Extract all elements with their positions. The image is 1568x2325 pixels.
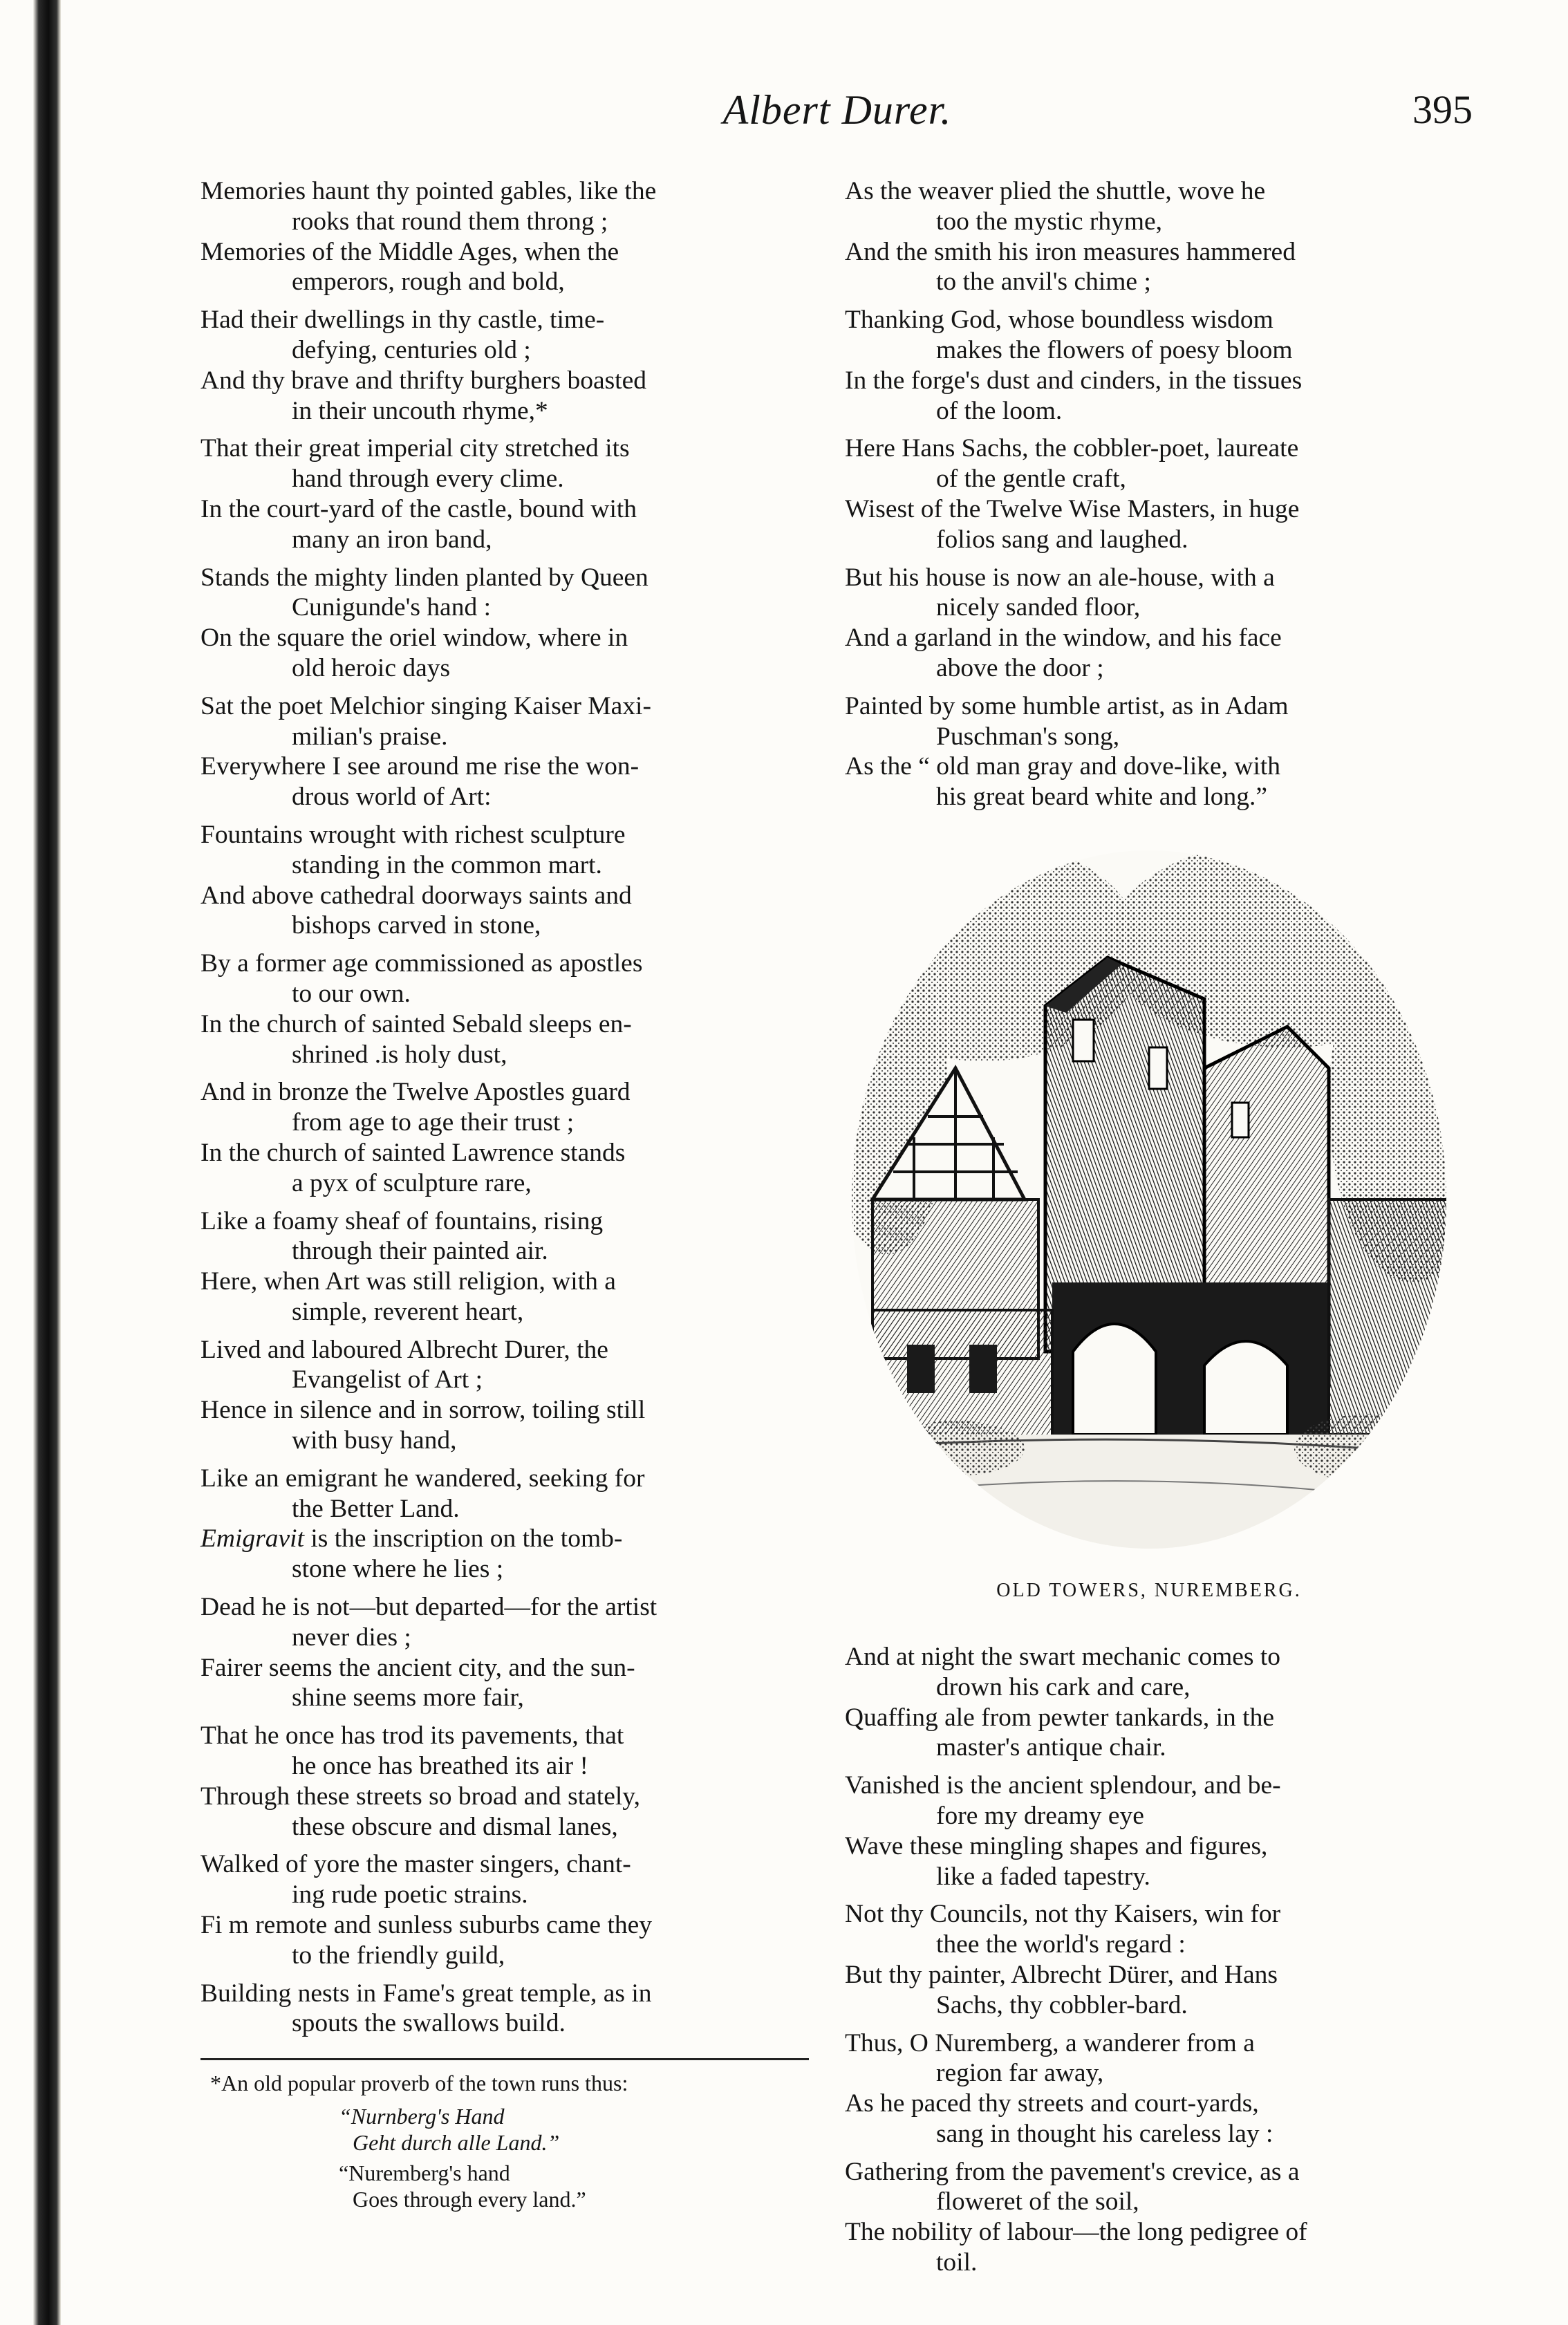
verse-line: Painted by some humble artist, as in Adam (845, 691, 1289, 720)
verse-couplet (845, 2157, 1453, 2218)
footnote (200, 2058, 809, 2212)
verse-line: Walked of yore the master singers, chant- (200, 1850, 631, 1879)
verse-couplet (200, 433, 809, 494)
verse-line: In the church of sainted Sebald sleeps en- (200, 1009, 632, 1038)
verse-line: Cunigunde's hand : (292, 593, 491, 622)
verse-line: from age to age their trust ; (292, 1108, 575, 1137)
verse-line: In the church of sainted Lawrence stands (200, 1138, 626, 1167)
verse-line: Like a foamy sheaf of fountains, rising (200, 1206, 604, 1235)
verse-line: Fi m remote and sunless suburbs came they (200, 1911, 653, 1940)
verse-line: Stands the mighty linden planted by Queen (200, 563, 648, 592)
verse-line: Lived and laboured Albrecht Durer, the (200, 1335, 608, 1364)
verse-line: Not thy Councils, not thy Kaisers, win for (845, 1900, 1281, 1929)
verse-couplet (845, 1771, 1453, 1831)
verse-line: the Better Land. (292, 1494, 460, 1523)
verse-line: Like an emigrant he wandered, seeking for (200, 1464, 645, 1493)
verse-line: a pyx of sculpture rare, (292, 1168, 532, 1197)
verse-line: And in bronze the Twelve Apostles guard (200, 1078, 631, 1107)
verse-couplet (200, 563, 809, 624)
verse-line: of the loom. (936, 396, 1063, 425)
verse-line: As the “ old man gray and dove-like, with (845, 752, 1281, 781)
verse-line: Emigravit is the inscription on the tomb- (200, 1524, 623, 1553)
verse-line: too the mystic rhyme, (936, 207, 1163, 236)
verse-line: to our own. (292, 979, 411, 1008)
verse-couplet (200, 1395, 809, 1456)
verse-line: region far away, (936, 2059, 1104, 2088)
verse-couplet (845, 691, 1453, 752)
verse-couplet (845, 751, 1453, 812)
verse-couplet (845, 623, 1453, 684)
verse-line: That their great imperial city stretched its (200, 434, 630, 463)
footnote-intro: *An old popular proverb of the town runs thus: (210, 2071, 628, 2096)
verse-couplet (200, 751, 809, 812)
verse-line: never dies ; (292, 1623, 411, 1652)
verse-couplet (200, 623, 809, 684)
verse-couplet (845, 305, 1453, 366)
verse-line: many an iron band, (292, 525, 492, 554)
verse-line: Evangelist of Art ; (292, 1365, 483, 1394)
verse-line: Gathering from the pavement's crevice, as a (845, 2157, 1300, 2186)
right-poem-text-bottom (845, 1642, 1453, 2278)
verse-couplet (200, 1524, 809, 1585)
book-spine-shadow (33, 0, 61, 2325)
old-towers-engraving (845, 840, 1453, 1573)
left-poem-text (200, 176, 809, 2039)
verse-couplet (200, 494, 809, 555)
verse-line: As the weaver plied the shuttle, wove he (845, 177, 1266, 205)
verse-line: Thanking God, whose boundless wisdom (845, 306, 1273, 335)
verse-couplet (200, 691, 809, 752)
verse-line: rooks that round them throng ; (292, 207, 608, 236)
verse-line: shrined .is holy dust, (292, 1040, 507, 1069)
verse-couplet (845, 366, 1453, 427)
footnote-english-quote (339, 2160, 809, 2212)
verse-couplet (845, 2089, 1453, 2149)
verse-line: through their painted air. (292, 1237, 548, 1266)
verse-couplet (200, 1335, 809, 1396)
verse-couplet (845, 494, 1453, 555)
verse-line: these obscure and dismal lanes, (292, 1812, 618, 1841)
verse-line: above the door ; (936, 653, 1104, 682)
illustration-caption: OLD TOWERS, NUREMBERG. (996, 1579, 1302, 1601)
verse-couplet (200, 1592, 809, 1653)
verse-line: hand through every clime. (292, 465, 564, 494)
verse-line: simple, reverent heart, (292, 1297, 524, 1326)
running-title: Albert Durer. (722, 87, 952, 133)
verse-line: like a faded tapestry. (936, 1862, 1150, 1891)
verse-line: Here, when Art was still religion, with a (200, 1267, 616, 1296)
verse-couplet (200, 1009, 809, 1070)
verse-line: sang in thought his careless lay : (936, 2119, 1273, 2148)
left-column (200, 176, 809, 2212)
verse-couplet (200, 1267, 809, 1327)
verse-couplet (200, 1206, 809, 1267)
verse-couplet (845, 1703, 1453, 1764)
verse-couplet (200, 881, 809, 942)
verse-line: Sat the poet Melchior singing Kaiser Maxi- (200, 691, 651, 720)
verse-line: And a garland in the window, and his face (845, 624, 1282, 653)
verse-line: In the forge's dust and cinders, in the tissues (845, 366, 1303, 395)
verse-line: Here Hans Sachs, the cobbler-poet, laureate (845, 434, 1299, 463)
verse-line: shine seems more fair, (292, 1683, 524, 1712)
verse-couplet (200, 1849, 809, 1910)
verse-line: And thy brave and thrifty burghers boasted (200, 366, 646, 395)
verse-line: his great beard white and long.” (936, 783, 1268, 812)
footnote-english-line-1: “Nuremberg's hand (339, 2160, 510, 2186)
right-column (845, 176, 1453, 2278)
verse-couplet (200, 237, 809, 298)
verse-line: On the square the oriel window, where in (200, 624, 628, 653)
footnote-german-line-1: “Nurnberg's Hand (339, 2104, 505, 2129)
verse-line: Vanished is the ancient splendour, and be- (845, 1771, 1281, 1800)
verse-couplet (845, 1642, 1453, 1703)
verse-couplet (845, 563, 1453, 624)
verse-couplet (200, 1721, 809, 1782)
verse-couplet (200, 1782, 809, 1842)
footnote-german-line-2: Geht durch alle Land.” (353, 2130, 560, 2156)
verse-line: old heroic days (292, 653, 451, 682)
verse-line: Thus, O Nuremberg, a wanderer from a (845, 2028, 1255, 2057)
verse-couplet (200, 176, 809, 237)
verse-line: standing in the common mart. (292, 850, 602, 879)
verse-line: nicely sanded floor, (936, 593, 1141, 622)
verse-line: milian's praise. (292, 722, 448, 751)
verse-line: Building nests in Fame's great temple, as in (200, 1979, 652, 2008)
verse-line: drown his cark and care, (936, 1672, 1191, 1701)
verse-line: in their uncouth rhyme,* (292, 396, 548, 425)
verse-line: spouts the swallows build. (292, 2009, 566, 2038)
verse-couplet (200, 366, 809, 427)
verse-line: Had their dwellings in thy castle, time- (200, 306, 605, 335)
verse-couplet (200, 949, 809, 1009)
verse-line: folios sang and laughed. (936, 525, 1188, 554)
verse-line: Everywhere I see around me rise the won- (200, 752, 640, 781)
verse-line: fore my dreamy eye (936, 1801, 1144, 1830)
verse-line: makes the flowers of poesy bloom (936, 335, 1293, 364)
verse-line: Fountains wrought with richest sculpture (200, 820, 626, 849)
verse-line: By a former age commissioned as apostles (200, 949, 643, 978)
verse-line: Memories haunt thy pointed gables, like the (200, 177, 657, 205)
verse-couplet (845, 1960, 1453, 2021)
verse-line: drous world of Art: (292, 783, 492, 812)
verse-line: Quaffing ale from pewter tankards, in the (845, 1703, 1274, 1732)
verse-line: to the anvil's chime ; (936, 268, 1151, 297)
verse-line: But his house is now an ale-house, with a (845, 563, 1275, 592)
verse-couplet (200, 1910, 809, 1971)
verse-line: In the court-yard of the castle, bound with (200, 494, 637, 523)
verse-couplet (200, 1077, 809, 1138)
verse-line: stone where he lies ; (292, 1555, 504, 1584)
verse-line: Fairer seems the ancient city, and the sun- (200, 1653, 635, 1682)
verse-line: Wave these mingling shapes and figures, (845, 1831, 1268, 1860)
footnote-english-line-2: Goes through every land.” (353, 2187, 586, 2212)
verse-line: Memories of the Middle Ages, when the (200, 237, 619, 266)
verse-line: And the smith his iron measures hammered (845, 237, 1296, 266)
verse-couplet (200, 305, 809, 366)
verse-line: Sachs, thy cobbler-bard. (936, 1990, 1188, 2019)
verse-couplet (200, 1138, 809, 1199)
verse-line: floweret of the soil, (936, 2187, 1139, 2216)
verse-line: And at night the swart mechanic comes to (845, 1642, 1281, 1671)
verse-line: ing rude poetic strains. (292, 1880, 528, 1910)
verse-couplet (845, 433, 1453, 494)
verse-line: he once has breathed its air ! (292, 1752, 588, 1781)
verse-line: thee the world's regard : (936, 1930, 1186, 1959)
verse-couplet (200, 1979, 809, 2039)
verse-couplet (845, 1831, 1453, 1892)
verse-couplet (200, 820, 809, 881)
verse-line: Hence in silence and in sorrow, toiling still (200, 1396, 646, 1425)
verse-line: That he once has trod its pavements, that (200, 1721, 624, 1750)
right-poem-text-top (845, 176, 1453, 812)
verse-couplet (845, 176, 1453, 237)
verse-line: And above cathedral doorways saints and (200, 881, 632, 910)
verse-line: defying, centuries old ; (292, 335, 531, 364)
verse-line: Dead he is not—but departed—for the artist (200, 1593, 657, 1622)
verse-couplet (845, 237, 1453, 298)
verse-couplet (200, 1653, 809, 1714)
verse-couplet (845, 2028, 1453, 2089)
verse-line: of the gentle craft, (936, 465, 1126, 494)
page-number: 395 (1412, 87, 1473, 132)
footnote-german-quote (339, 2103, 809, 2156)
verse-line: But thy painter, Albrecht Dürer, and Hans (845, 1960, 1278, 1989)
verse-line: toil. (936, 2248, 978, 2277)
verse-couplet (845, 2217, 1453, 2278)
verse-line: master's antique chair. (936, 1733, 1166, 1762)
verse-couplet (200, 1464, 809, 1524)
page-header (202, 86, 1473, 142)
verse-line: Puschman's song, (936, 722, 1120, 751)
verse-line: with busy hand, (292, 1426, 457, 1455)
verse-couplet (845, 1899, 1453, 1960)
verse-line: emperors, rough and bold, (292, 268, 565, 297)
verse-line: bishops carved in stone, (292, 911, 541, 940)
verse-line: to the friendly guild, (292, 1941, 505, 1970)
verse-line: Wisest of the Twelve Wise Masters, in huge (845, 494, 1300, 523)
verse-line: The nobility of labour—the long pedigree of (845, 2218, 1307, 2247)
verse-line: As he paced thy streets and court-yards, (845, 2089, 1259, 2118)
verse-line: Through these streets so broad and stately, (200, 1782, 640, 1811)
